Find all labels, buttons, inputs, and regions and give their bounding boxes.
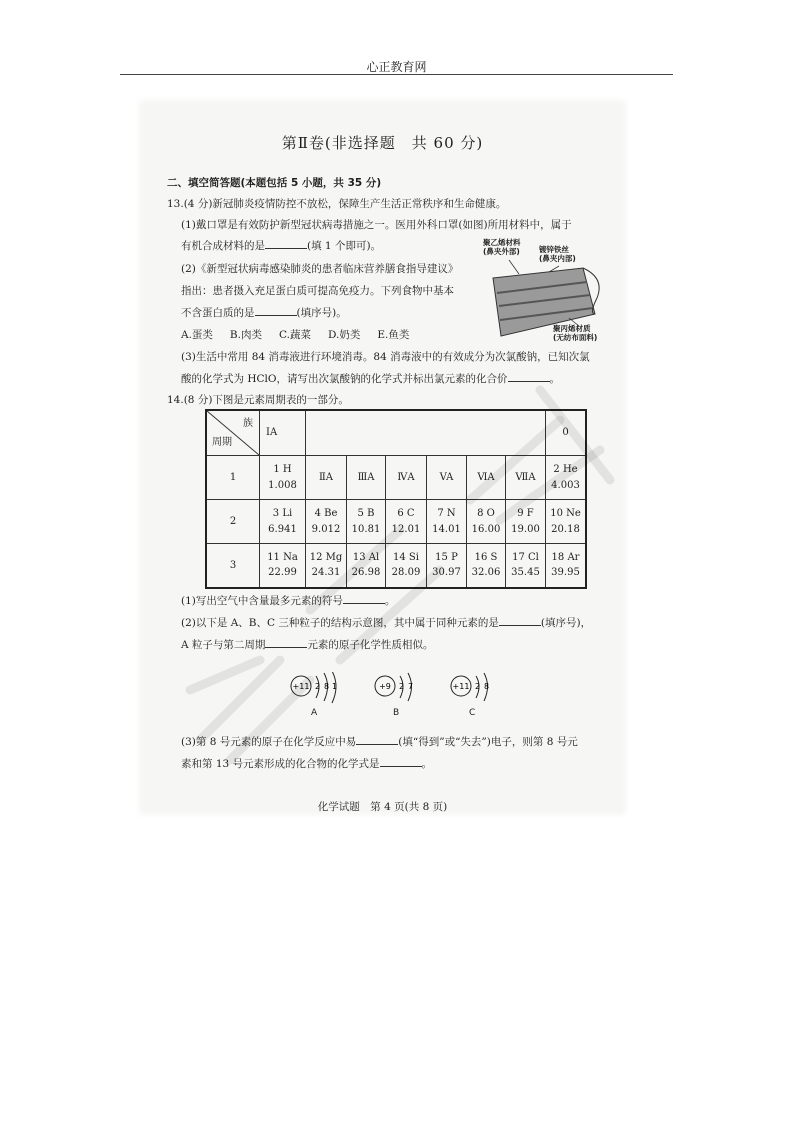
group-header: ⅦA: [506, 456, 546, 500]
group-header-1a: IA: [260, 410, 306, 456]
element-symbol: 14 Si: [393, 551, 419, 563]
element-cell: [260, 544, 306, 588]
site-header: 心正教育网: [366, 60, 427, 74]
answer-blank[interactable]: [265, 238, 307, 249]
mask-label-wire-line1: 镀锌铁丝: [539, 245, 569, 254]
q14-part1-text: (1)写出空气中含量最多元素的符号: [181, 595, 343, 607]
group-header: ⅡA: [306, 456, 347, 500]
atom-c-shells: [449, 672, 499, 706]
atom-b-label: B: [393, 708, 400, 718]
svg-text:8: 8: [324, 682, 330, 691]
q14-part2b-text: A 粒子与第二周期: [181, 639, 266, 651]
element-symbol: 5 B: [357, 508, 375, 519]
atom-diagram-a: [289, 672, 349, 718]
element-mass: 30.97: [432, 567, 461, 579]
element-cell: [506, 500, 546, 544]
mask-drawing: [479, 238, 619, 348]
element-cell: [427, 544, 467, 588]
svg-text:8: 8: [484, 682, 490, 691]
q14-part2-line1: [181, 615, 591, 630]
period-3: 3: [206, 544, 260, 588]
q14-part3-line1: [181, 734, 578, 749]
element-symbol: 10 Ne: [550, 508, 581, 519]
element-symbol: 9 F: [517, 508, 534, 519]
element-mass: 35.45: [511, 567, 540, 579]
mask-label-outer-line1: 聚乙烯材料: [483, 238, 521, 247]
element-mass: 16.00: [471, 523, 501, 535]
element-mass: 6.941: [268, 523, 297, 535]
q14-part2b-end: 元素的原子化学性质相似。: [307, 639, 434, 651]
atom-a-label: A: [311, 708, 318, 718]
q14-part3-hint: (填“得到”或“失去”)电子，则第 8 号元: [398, 736, 578, 748]
q14-part1-end: 。: [384, 595, 396, 607]
q13-part1-hint: (填 1 个即可)。: [307, 240, 382, 252]
element-cell: [427, 500, 467, 544]
q13-part2-text: 不含蛋白质的是: [181, 307, 255, 319]
svg-text:7: 7: [408, 682, 414, 691]
element-mass: 1.008: [268, 479, 297, 491]
element-mass: 4.003: [551, 479, 580, 491]
q14-part3-text: (3)第 8 号元素的原子在化学反应中易: [181, 736, 357, 748]
group-header: ⅣA: [386, 456, 427, 500]
svg-text:+11: +11: [292, 682, 310, 691]
q13-part3-text: 酸的化学式为 HClO，请写出次氯酸钠的化学式并标出氯元素的化合价: [181, 373, 508, 385]
element-cell: [546, 456, 587, 500]
atom-b-shells: [373, 672, 423, 706]
element-symbol: 4 Be: [314, 508, 338, 519]
element-symbol: 11 Na: [267, 551, 298, 563]
q13-part2-line3: [181, 305, 347, 320]
q14-part3-line2: [181, 756, 432, 771]
q13-part2-hint: (填序号)。: [296, 307, 347, 319]
group-header: VA: [427, 456, 467, 500]
svg-text:1: 1: [332, 682, 338, 691]
q14-stem: 14.(8 分)下图是元素周期表的一部分。: [167, 394, 349, 406]
mask-label-fabric-line2: (无纺布面料): [553, 333, 598, 343]
paper-title: 第Ⅱ卷(非选择题 共 60 分): [281, 134, 484, 152]
element-cell: [306, 500, 347, 544]
q13-options: [181, 327, 426, 342]
answer-blank[interactable]: [255, 305, 297, 316]
element-cell: [546, 544, 587, 588]
q13-part2-line2: 指出：患者摄入充足蛋白质可提高免疫力。下列食物中基本: [181, 285, 454, 297]
mask-label-outer-line2: (鼻夹外部): [483, 247, 520, 257]
option-e: E.鱼类: [377, 329, 410, 341]
element-symbol: 2 He: [553, 464, 578, 475]
q13-part2-line1: (2)《新型冠状病毒感染肺炎的患者临床营养膳食指导建议》: [181, 263, 459, 275]
period-1: 1: [206, 456, 260, 500]
option-d: D.奶类: [327, 329, 361, 341]
element-mass: 12.01: [391, 523, 421, 535]
answer-blank[interactable]: [380, 756, 422, 767]
option-a: A.蛋类: [181, 329, 213, 341]
element-symbol: 17 Cl: [512, 551, 539, 563]
element-cell: [386, 544, 427, 588]
atom-diagram-c: [449, 672, 499, 718]
atom-c-label: C: [469, 708, 476, 718]
q13-part1-line1: (1)戴口罩是有效防护新型冠状病毒措施之一。医用外科口罩(如图)所用材料中，属于: [181, 219, 572, 231]
page-footer: 化学试题 第 4 页(共 8 页): [317, 801, 448, 813]
q13-part1-text: 有机合成材料的是: [181, 240, 265, 252]
element-symbol: 3 Li: [272, 508, 293, 519]
section-heading: 二、填空简答题(本题包括 5 小题，共 35 分): [167, 177, 382, 189]
element-mass: 22.99: [268, 567, 297, 579]
option-c: C.蔬菜: [278, 329, 311, 341]
period-2: 2: [206, 500, 260, 544]
atom-a-shells: [289, 672, 349, 706]
element-mass: 39.95: [551, 567, 580, 579]
element-symbol: 16 S: [474, 551, 498, 563]
element-cell: [260, 456, 306, 500]
element-symbol: 13 Al: [352, 551, 380, 563]
q13-part1-line2: [181, 238, 381, 253]
svg-text:+9: +9: [379, 682, 391, 691]
scanned-exam-page: [143, 104, 622, 811]
q14-part1: [181, 593, 395, 608]
q14-part2-hint: (填序号)，: [540, 617, 592, 629]
element-mass: 24.31: [311, 567, 341, 579]
element-mass: 9.012: [311, 523, 341, 535]
element-cell: [506, 544, 546, 588]
answer-blank[interactable]: [356, 734, 398, 745]
element-symbol: 15 P: [435, 551, 458, 563]
answer-blank[interactable]: [343, 593, 385, 604]
atom-diagram-b: [373, 672, 423, 718]
element-symbol: 18 Ar: [551, 551, 580, 563]
q14-part3b-end: 。: [421, 758, 433, 770]
element-mass: 20.18: [551, 523, 580, 535]
group-header: ⅢA: [347, 456, 386, 500]
element-cell: [347, 544, 386, 588]
element-symbol: 1 H: [273, 464, 292, 475]
mask-label-wire-line2: (鼻夹内部): [539, 254, 576, 264]
q14-part2-text: (2)以下是 A、B、C 三种粒子的结构示意图，其中属于同种元素的是: [181, 617, 499, 629]
q13-part3-end: 。: [549, 373, 560, 385]
q13-part3-line2: [181, 371, 560, 386]
group-header-0: 0: [546, 410, 587, 456]
header-gap: [306, 410, 546, 456]
element-cell: [260, 500, 306, 544]
periodic-table: [205, 409, 587, 589]
mask-label-fabric: [553, 324, 597, 343]
element-mass: 32.06: [471, 567, 501, 579]
element-mass: 14.01: [432, 523, 461, 535]
element-mass: 19.00: [511, 523, 540, 535]
svg-text:2: 2: [399, 682, 405, 691]
element-mass: 28.09: [391, 567, 421, 579]
element-cell: [467, 544, 506, 588]
corner-period-label: 周期: [212, 436, 232, 448]
table-corner: [206, 410, 260, 456]
element-cell: [467, 500, 506, 544]
element-symbol: 6 C: [397, 508, 415, 519]
element-cell: [386, 500, 427, 544]
q14-part3b-text: 素和第 13 号元素形成的化合物的化学式是: [181, 758, 380, 770]
element-symbol: 12 Mg: [309, 551, 343, 563]
q14-part2-line2: [181, 637, 433, 652]
q13-part3-line1: (3)生活中常用 84 消毒液进行环境消毒。84 消毒液中的有效成分为次氯酸钠，已知次氯: [181, 351, 590, 363]
corner-group-label: 族: [243, 418, 253, 429]
element-cell: [347, 500, 386, 544]
answer-blank[interactable]: [265, 637, 307, 648]
svg-text:+11: +11: [452, 682, 470, 691]
header-divider: [120, 74, 673, 75]
mask-label-fabric-line1: 聚丙烯材质: [553, 324, 591, 333]
svg-text:2: 2: [475, 682, 481, 691]
svg-text:2: 2: [315, 682, 321, 691]
q13-stem: 13.(4 分)新冠肺炎疫情防控不放松，保障生产生活正常秩序和生命健康。: [167, 198, 507, 210]
answer-blank[interactable]: [499, 615, 541, 626]
group-header: ⅥA: [467, 456, 506, 500]
element-mass: 10.81: [351, 523, 381, 535]
element-symbol: 7 N: [437, 508, 456, 519]
element-cell: [546, 500, 587, 544]
answer-blank[interactable]: [508, 371, 550, 382]
element-mass: 26.98: [351, 567, 381, 579]
element-cell: [306, 544, 347, 588]
option-b: B.肉类: [229, 329, 262, 341]
element-symbol: 8 O: [477, 508, 495, 519]
